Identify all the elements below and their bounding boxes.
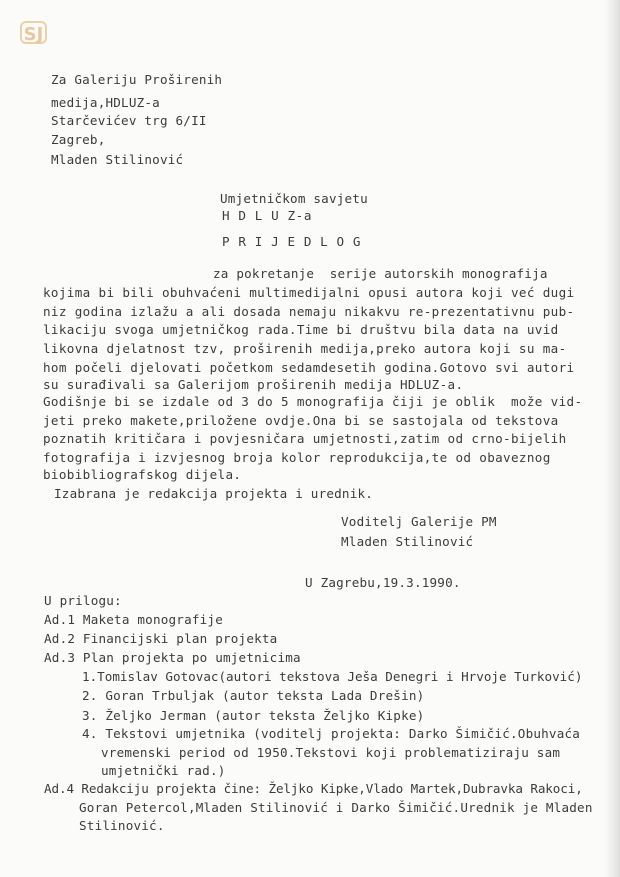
attachment-item-4-cont-2: umjetnički rad.) — [101, 763, 226, 778]
attachment-item-4-cont-1: vremenski period od 1950.Tekstovi koji problematiziraju sam — [101, 745, 561, 760]
attachments-heading: U prilogu: — [44, 593, 122, 608]
recipient-council: Umjetničkom savjetu — [220, 191, 368, 206]
body-line-1: za pokretanje serije autorskih monografija — [213, 266, 548, 281]
archive-stamp-logo — [20, 21, 47, 44]
body-line-11: fotografija i izvjesnog broja kolor reprodukcija,te od obaveznog — [43, 450, 551, 465]
proposal-heading: P R I J E D L O G — [222, 234, 362, 249]
body-line-5: likovna djelatnost tzv, proširenih medija,preko autora koji su ma- — [43, 341, 567, 356]
body-final-line: Izabrana je redakcija projekta i urednik. — [54, 486, 374, 501]
attachment-ad4-line-1: Ad.4 Redakciju projekta čine: Željko Kipke,Vlado Martek,Dubravka Rakoci, — [44, 781, 583, 796]
body-line-10: poznatih kritičara i povjesničara umjetnosti,zatim od crno-bijelih — [43, 431, 567, 446]
attachment-item-1: 1.Tomislav Gotovac(autori tekstova Ješa Denegri i Hrvoje Turković) — [82, 669, 583, 684]
attachment-ad3: Ad.3 Plan projekta po umjetnicima — [44, 650, 301, 665]
attachment-item-4: 4. Tekstovi umjetnika (voditelj projekta: Darko Šimičić.Obuhvaća — [82, 726, 581, 741]
addressee-line-1: Za Galeriju Proširenih — [51, 72, 223, 87]
attachment-item-2: 2. Goran Trbuljak (autor teksta Lada Drešin) — [82, 688, 425, 703]
attachment-ad4-line-3: Stilinović. — [79, 818, 165, 833]
addressee-line-2: medija,HDLUZ-a — [51, 95, 160, 110]
attachment-ad2: Ad.2 Financijski plan projekta — [44, 631, 278, 646]
attachment-item-3: 3. Željko Jerman (autor teksta Željko Kipke) — [82, 708, 425, 723]
body-line-3: niz godina izlažu a ali dosada nemaju nikakvu re-prezentativnu pub- — [43, 304, 575, 319]
body-line-6: hom počeli djelovati početkom sedamdesetih godina.Gotovo svi autori — [43, 360, 575, 375]
body-line-7: su surađivali sa Galerijom proširenih medija HDLUZ-a. — [43, 377, 464, 392]
body-line-9: jeti preko makete,priložene ovdje.Ona bi se sastojala od tekstova — [43, 413, 559, 428]
archive-stamp-letters: SJ — [23, 24, 44, 45]
addressee-line-5: Mladen Stilinović — [51, 152, 184, 167]
signature-name: Mladen Stilinović — [341, 534, 474, 549]
attachment-ad1: Ad.1 Maketa monografije — [44, 612, 223, 627]
body-line-12: biobibliografskog dijela. — [43, 467, 242, 482]
addressee-line-4: Zagreb, — [51, 132, 106, 147]
addressee-line-3: Starčevićev trg 6/II — [51, 113, 207, 128]
recipient-association: H D L U Z-a — [222, 208, 313, 223]
page-edge-shadow — [604, 0, 620, 877]
place-date: U Zagrebu,19.3.1990. — [305, 575, 461, 590]
body-line-8: Godišnje bi se izdale od 3 do 5 monografija čiji je oblik može vid- — [43, 394, 583, 409]
body-line-2: kojima bi bili obuhvaćeni multimedijalni opusi autora koji već dugi — [43, 285, 575, 300]
signature-title: Voditelj Galerije PM — [341, 514, 497, 529]
body-line-4: likaciju svoga umjetničkog rada.Time bi društvu bila data na uvid — [43, 322, 559, 337]
attachment-ad4-line-2: Goran Petercol,Mladen Stilinović i Darko Šimičić.Urednik je Mladen — [79, 800, 593, 815]
